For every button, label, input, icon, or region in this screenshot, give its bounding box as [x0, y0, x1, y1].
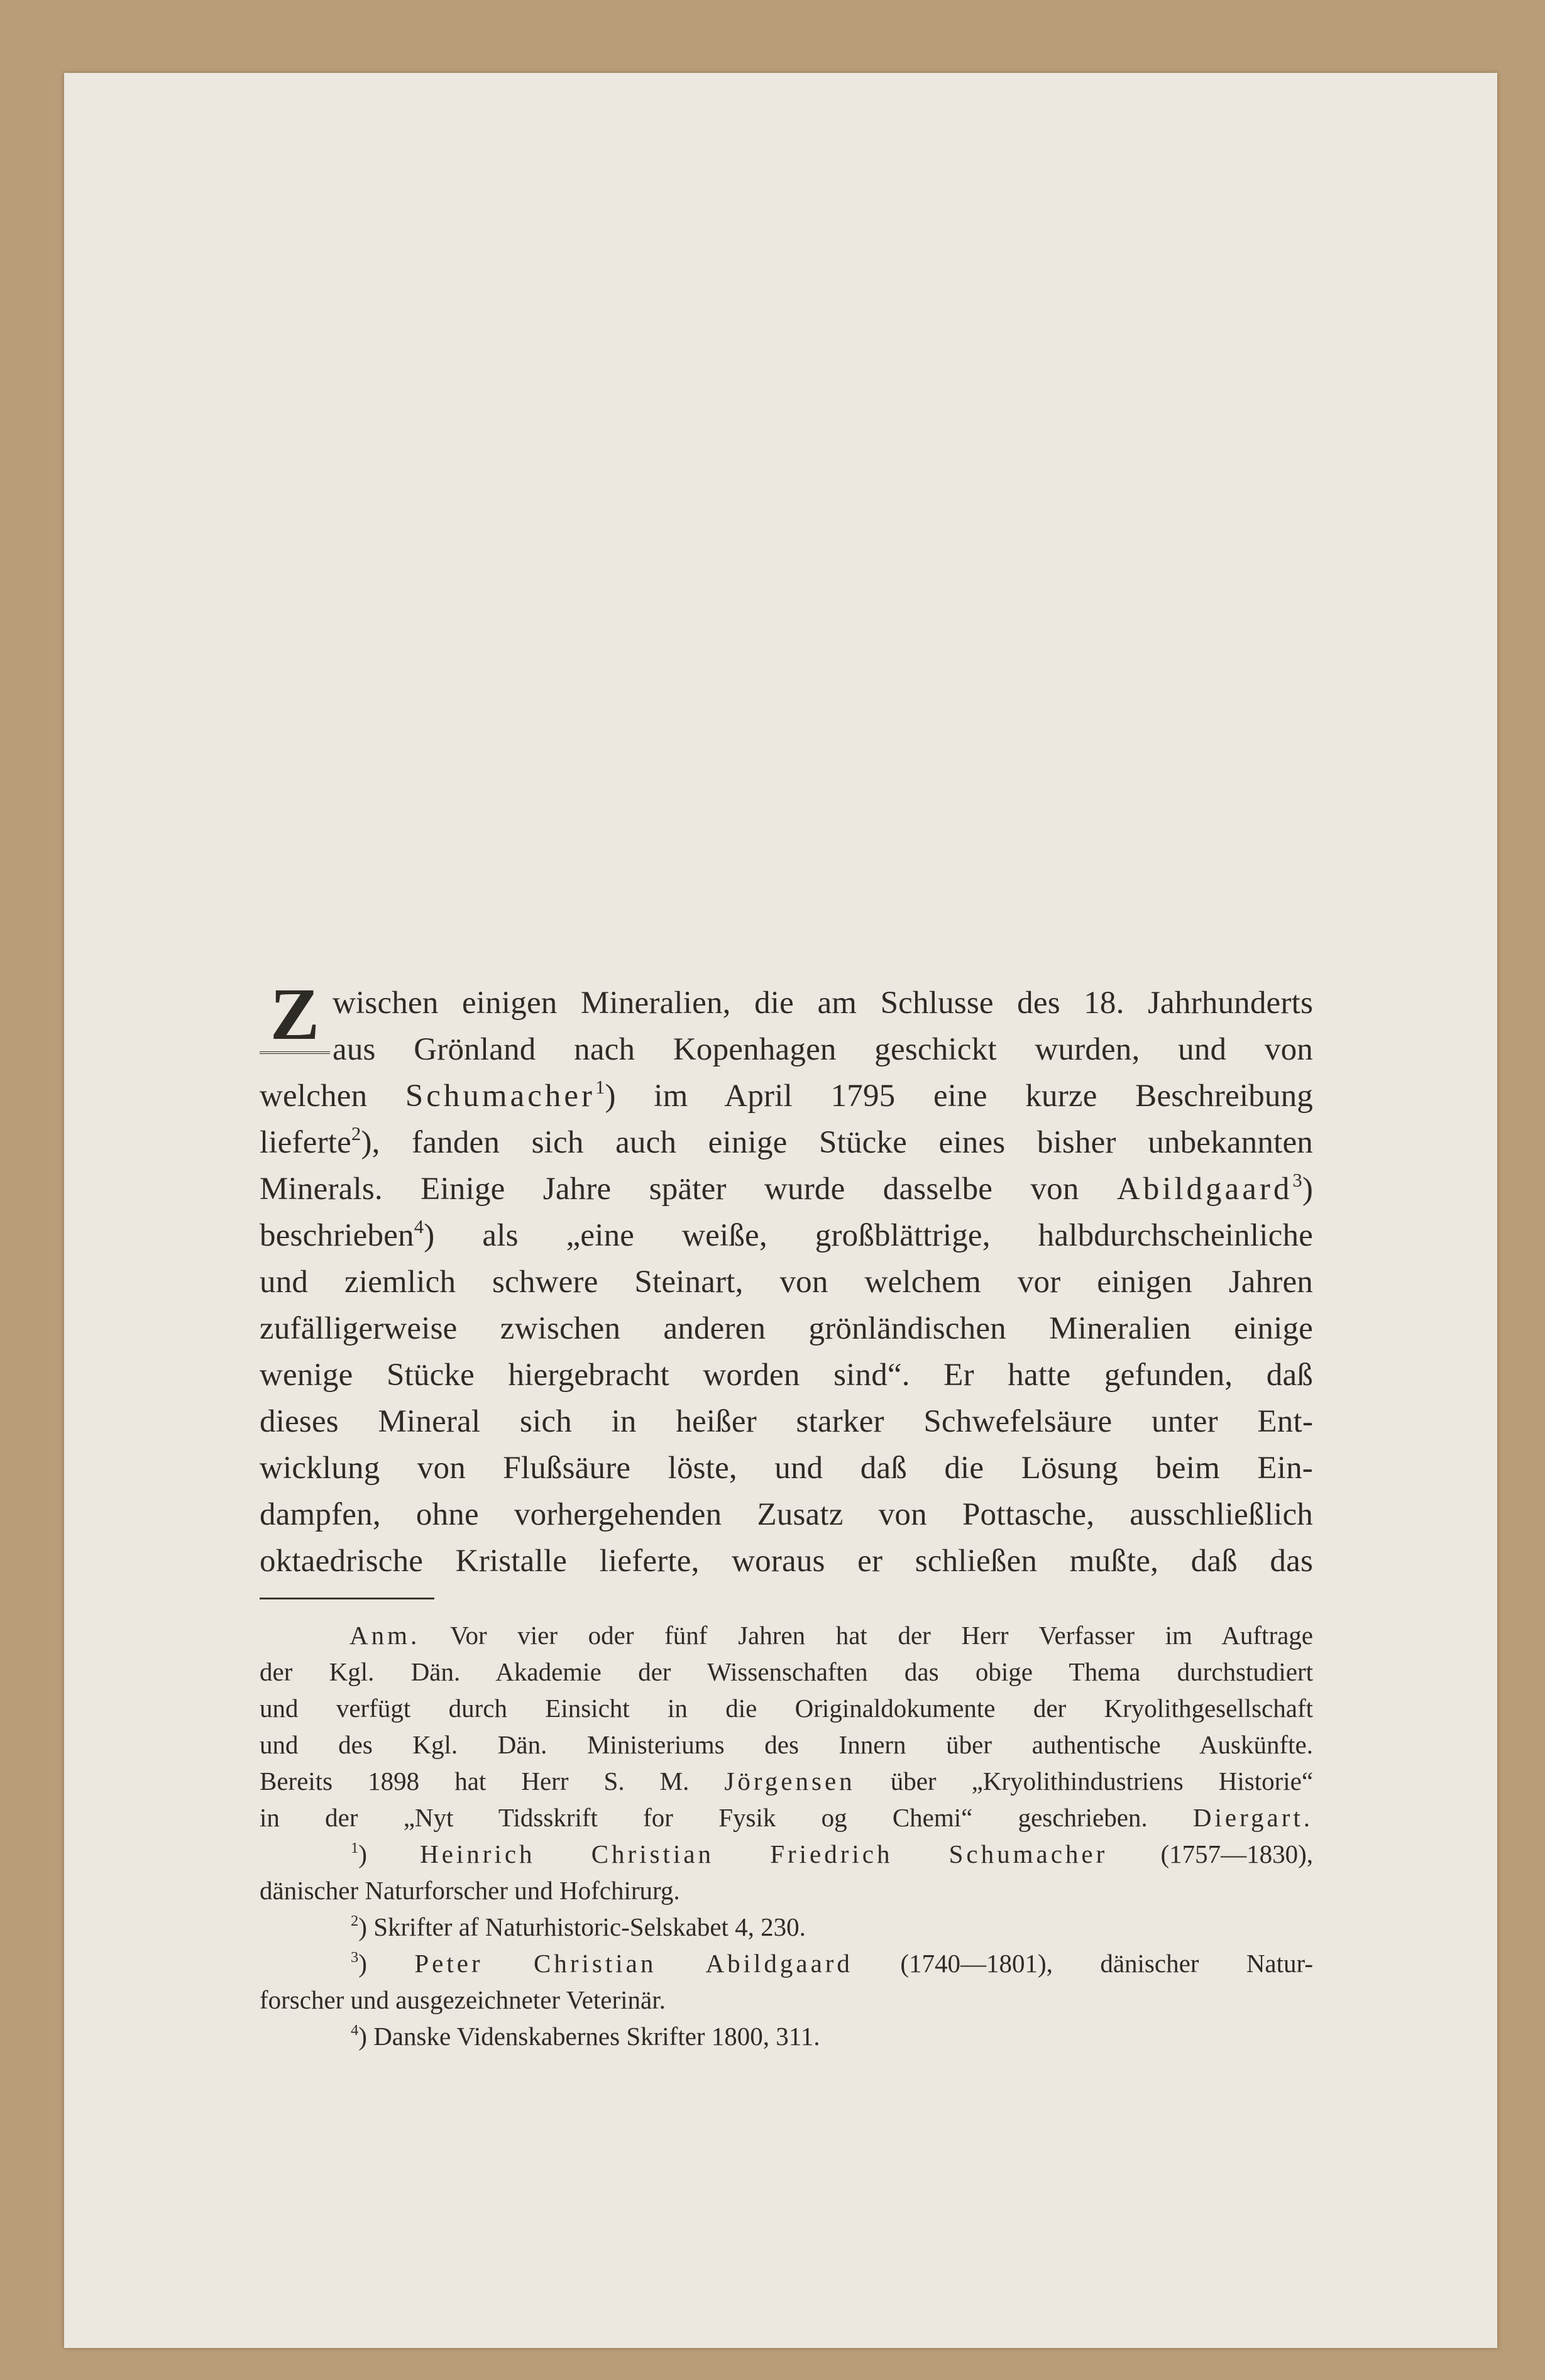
footnote-rule — [260, 1598, 434, 1599]
anm-line-2-text: der Kgl. Dän. Akademie der Wissenschaften das obige Thema durchstudiert — [260, 1657, 1313, 1686]
footnote-2: $^2$) Skrifter af Naturhistoric-Selskabet 4, 230. — [351, 1912, 806, 1941]
anm-line-1 — [260, 1617, 1313, 1653]
main-line-11-text: wicklung von Flußsäure löste, und daß die Lösung beim Ein- — [260, 1450, 1313, 1486]
drop-cap: Z — [260, 977, 330, 1054]
anm-line-5-a: Bereits 1898 hat Herr S. M. — [260, 1767, 690, 1796]
footnote-1-line-1: $^1$) Heinrich Christian Friedrich Schumacher (1757—1830), — [351, 1840, 1313, 1868]
main-line-3: welchen Schumacher$^1$) im April 1795 eine kurze Beschreibung — [260, 1077, 1314, 1114]
main-line-10 — [260, 1398, 1313, 1445]
anm-line-4 — [260, 1726, 1313, 1763]
footnote-1-dates: (1757—1830), — [1160, 1840, 1313, 1868]
main-line-6-b: als „eine weiße, großblättrige, halbdurchscheinliche — [482, 1218, 1313, 1253]
main-line-8 — [260, 1305, 1313, 1352]
footnote-3-name: Peter Christian Abildgaard — [414, 1949, 853, 1978]
main-line-5-a: Minerals. Einige Jahre später wurde dasselbe von — [260, 1171, 1079, 1207]
name-joergensen: Jörgensen — [724, 1767, 855, 1796]
footnote-1-mark: 1 — [351, 1840, 359, 1857]
main-line-4-a: lieferte — [260, 1125, 351, 1160]
anm-label: Anm. — [349, 1621, 421, 1650]
anm-line-6-text: in der „Nyt Tidsskrift for Fysik og Chemi“ geschrieben. — [260, 1803, 1148, 1832]
name-abildgaard: Abildgaard — [1116, 1171, 1293, 1207]
footnote-ref-2: 2 — [351, 1123, 361, 1145]
main-line-3-b: im April 1795 eine kurze Beschreibung — [654, 1078, 1314, 1114]
footnote-4: $^4$) Danske Videnskabernes Skrifter 1800, 311. — [351, 2022, 820, 2051]
footnote-4-mark: 4 — [351, 2022, 359, 2039]
footnote-2-mark: 2 — [351, 1912, 359, 1930]
main-line-8-text: zufälligerweise zwischen anderen grönländischen Mineralien einige — [260, 1311, 1313, 1346]
anm-line-3-text: und verfügt durch Einsicht in die Originaldokumente der Kryolithgesellschaft — [260, 1694, 1313, 1723]
anm-line-6 — [260, 1799, 1313, 1836]
main-line-12 — [260, 1491, 1313, 1538]
main-line-11 — [260, 1445, 1313, 1491]
main-text — [260, 973, 1314, 1584]
main-line-9-text: wenige Stücke hiergebracht worden sind“. Er hatte gefunden, daß — [260, 1357, 1313, 1393]
main-line-1-text: wischen einigen Mineralien, die am Schlusse des 18. Jahrhunderts — [333, 985, 1313, 1021]
footnote-3-rest: (1740—1801), dänischer Natur- — [900, 1949, 1314, 1978]
main-line-5: Minerals. Einige Jahre später wurde dasselbe von Abildgaard$^3$) — [260, 1170, 1314, 1207]
main-line-10-text: dieses Mineral sich in heißer starker Schwefelsäure unter Ent- — [260, 1404, 1313, 1439]
main-line-2 — [260, 1026, 1313, 1073]
footnote-3-line-1: $^3$) Peter Christian Abildgaard (1740—1801), dänischer Natur- — [351, 1949, 1314, 1978]
main-line-2-text: aus Grönland nach Kopenhagen geschickt wurden, und von — [333, 1032, 1313, 1067]
main-line-13-text: oktaedrische Kristalle lieferte, woraus er schließen mußte, daß das — [260, 1544, 1313, 1579]
main-line-3-a: welchen — [260, 1078, 368, 1114]
anm-line-5 — [260, 1763, 1313, 1799]
main-line-1 — [260, 980, 1313, 1026]
main-line-7 — [260, 1259, 1313, 1305]
footnote-3-line-2 — [260, 1982, 1313, 2018]
footnote-3-mark: 3 — [351, 1949, 359, 1966]
main-line-9 — [260, 1352, 1313, 1398]
footnote-3-line-2-text: forscher und ausgezeichneter Veterinär. — [260, 1985, 666, 2014]
main-line-13 — [260, 1538, 1313, 1584]
footnotes — [260, 1617, 1313, 2054]
signature-diergart: Diergart. — [1192, 1803, 1314, 1832]
main-line-4: lieferte$^2$), fanden sich auch einige Stücke eines bisher unbekannten — [260, 1123, 1313, 1160]
main-line-4-b: , fanden sich auch einige Stücke eines bisher unbekannten — [371, 1125, 1313, 1160]
footnote-1-line-2-text: dänischer Naturforscher und Hofchirurg. — [260, 1876, 680, 1905]
footnote-1-line-2 — [260, 1872, 1313, 1909]
footnote-ref-3: 3 — [1292, 1170, 1302, 1192]
main-line-6: beschrieben$^4$) als „eine weiße, großblättrige, halbdurchscheinliche — [260, 1216, 1313, 1253]
footnote-2-text: Skrifter af Naturhistoric-Selskabet 4, 230. — [373, 1912, 806, 1941]
anm-line-3 — [260, 1690, 1313, 1726]
anm-line-5-b: über „Kryolithindustriens Historie“ — [890, 1767, 1314, 1796]
anm-line-1-text: Vor vier oder fünf Jahren hat der Herr Verfasser im Auftrage — [450, 1621, 1313, 1650]
main-line-6-a: beschrieben — [260, 1218, 414, 1253]
anm-line-2 — [260, 1653, 1313, 1690]
main-line-7-text: und ziemlich schwere Steinart, von welchem vor einigen Jahren — [260, 1264, 1313, 1300]
main-line-12-text: dampfen, ohne vorhergehenden Zusatz von Pottasche, ausschließlich — [260, 1497, 1313, 1532]
footnote-ref-4: 4 — [414, 1216, 424, 1238]
anm-line-4-text: und des Kgl. Dän. Ministeriums des Innern über authentische Auskünfte. — [260, 1730, 1313, 1759]
footnote-4-text: Danske Videnskabernes Skrifter 1800, 311. — [373, 2022, 820, 2051]
footnote-ref-1: 1 — [595, 1077, 605, 1099]
footnote-1-name: Heinrich Christian Friedrich Schumacher — [420, 1840, 1108, 1868]
name-schumacher: Schumacher — [405, 1078, 595, 1114]
